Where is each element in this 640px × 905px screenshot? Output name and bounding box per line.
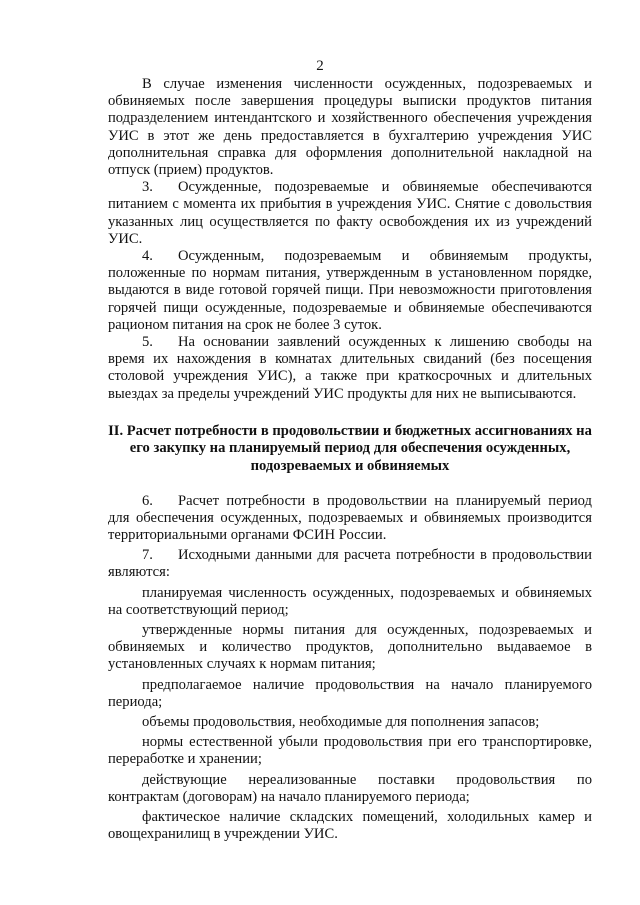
paragraph-text: На основании заявлений осужденных к лишению свободы на время их нахождения в комнатах длительных свиданий (без посещения столовой учреждения УИС), а также при краткосрочных и длительных выездах за пределы учреждений УИС продукты для них не выписываются. <box>108 334 592 402</box>
paragraph-number: 3. <box>142 179 153 196</box>
paragraph-text: Исходными данными для расчета потребности в продовольствии являются: <box>108 547 592 581</box>
paragraph-text: Осужденные, подозреваемые и обвиняемые обеспечиваются питанием с момента их прибытия в учреждения УИС. Снятие с довольствия указанных лиц осуществляется по факту освобождения их из учреждений УИС. <box>108 179 592 247</box>
paragraph-3 <box>108 179 592 248</box>
paragraph-text: В случае изменения численности осужденных, подозреваемых и обвиняемых после завершения процедуры выписки продуктов питания подразделением интендантского и хозяйственного обеспечения учреждения УИС в этот же день предоставляется в бухгалтерию учреждения УИС дополнительная справка для оформления дополнительной накладной на отпуск (прием) продуктов. <box>108 76 592 179</box>
list-item: фактическое наличие складских помещений, холодильных камер и овощехранилищ в учреждении УИС. <box>108 809 592 843</box>
list-item: объемы продовольствия, необходимые для пополнения запасов; <box>142 714 540 731</box>
paragraph-text: Осужденным, подозреваемым и обвиняемым продукты, положенные по нормам питания, утвержденным в установленном порядке, выдаются в виде готовой горячей пищи. При невозможности приготовления горячей пищи осужденные, подозреваемые и обвиняемые обеспечиваются рационом питания на срок не более 3 суток. <box>108 248 592 333</box>
paragraph-7 <box>108 547 592 581</box>
paragraph-number: 5. <box>142 334 153 351</box>
section-heading: II. Расчет потребности в продовольствии и бюджетных ассигнованиях на его закупку на планируемый период для обеспечения осужденных, подозреваемых и обвиняемых <box>108 422 592 475</box>
list-item: действующие нереализованные поставки продовольствия по контрактам (договорам) на начало планируемого периода; <box>108 771 592 805</box>
paragraph-5 <box>108 334 592 403</box>
paragraph-quantity-change <box>108 76 592 179</box>
paragraph-4 <box>108 248 592 334</box>
list-item: нормы естественной убыли продовольствия при его транспортировке, переработке и хранении; <box>108 734 592 768</box>
page-number: 2 <box>316 58 324 74</box>
paragraph-number: 6. <box>142 492 153 509</box>
list-item: утвержденные нормы питания для осужденных, подозреваемых и обвиняемых и количество продуктов, дополнительно выдаваемое в установленных случаях к нормам питания; <box>108 622 592 673</box>
paragraph-text: Расчет потребности в продовольствии на планируемый период для обеспечения осужденных, подозреваемых и обвиняемых производится территориальными органами ФСИН России. <box>108 492 592 544</box>
list-item: планируемая численность осужденных, подозреваемых и обвиняемых на соответствующий период; <box>108 584 592 618</box>
document-body <box>108 76 592 844</box>
paragraph-number: 7. <box>142 547 153 564</box>
paragraph-number: 4. <box>142 248 153 265</box>
paragraph-6 <box>108 493 592 545</box>
source-data-list <box>108 585 592 844</box>
list-item: предполагаемое наличие продовольствия на начало планируемого периода; <box>108 676 592 710</box>
